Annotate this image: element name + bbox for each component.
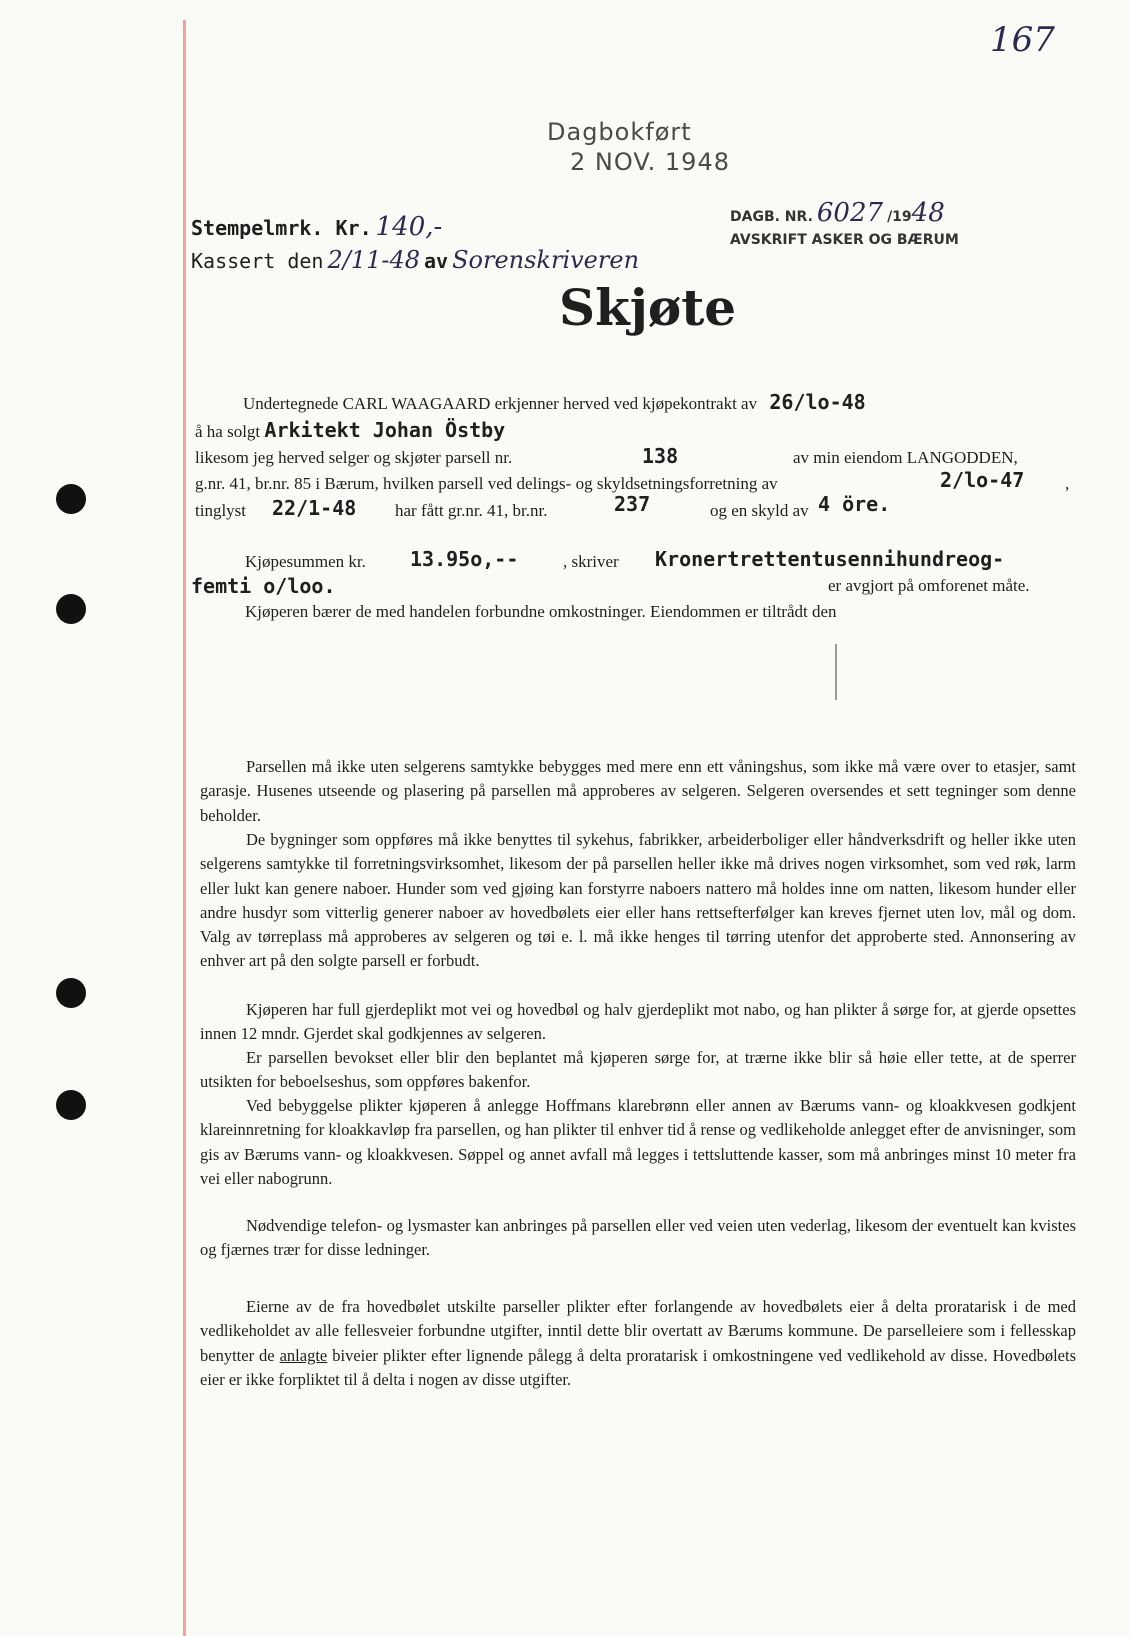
dagbokfort-stamp: Dagbokført	[547, 118, 692, 146]
price-line-1: Kjøpesummen kr.	[245, 552, 366, 571]
intro-line-3b: av min eiendom LANGODDEN,	[793, 448, 1018, 467]
intro-line-5c: og en skyld av	[710, 501, 809, 520]
dagb-nr-year: 48	[911, 198, 945, 228]
document-title: Skjøte	[559, 278, 737, 337]
margin-line	[183, 20, 186, 1636]
price-line-1b: , skriver	[563, 552, 619, 571]
intro-line-4b: ,	[1065, 474, 1070, 493]
avskrift-stamp: AVSKRIFT ASKER OG BÆRUM	[730, 232, 959, 248]
dagb-nr-line	[730, 198, 945, 228]
terms-paragraph-1: Parsellen må ikke uten selgerens samtykke bebygges med mere enn ett våningshus, som ikke må være over to etasjer, samt garasje. Husenes utseende og plasering på parsellen må approberes av selgeren. Selgeren oversendes et sett tegninger som denne beholder.	[200, 757, 1076, 825]
stempel-value: 140,-	[375, 212, 443, 242]
underlined-word: anlagte	[279, 1345, 328, 1365]
terms-paragraph-7: Eierne av de fra hovedbølet utskilte parseller plikter efter forlangende av hovedbølets eier å delta proratarisk i de med vedlikeholdet av alle fellesveier forbundne utgifter, inntil dette blir overtatt av Bærums kommune. De parselleiere som i fellesskap benytter de anlagte biveier plikter efter lignende pålegg å delta proratarisk i omkostningene ved vedlikehold av disse. Hovedbølets eier er ikke forpliktet til å delta i nogen av disse utgifter.	[200, 1297, 1076, 1389]
kassert-label: Kassert den	[191, 249, 324, 273]
intro-line-3: likesom jeg herved selger og skjøter parsell nr.	[195, 448, 513, 467]
br-nr: 237	[614, 492, 651, 516]
av-value: Sorenskriveren	[452, 246, 640, 274]
intro-line-2: å ha solgt Arkitekt Johan Östby	[195, 418, 506, 442]
delings-date: 2/lo-47	[940, 468, 1025, 492]
kassert-date: 2/11-48	[327, 246, 420, 274]
dagbokfort-date: 2 NOV. 1948	[570, 148, 730, 176]
terms-paragraph-3: Kjøperen har full gjerdeplikt mot vei og hovedbøl og halv gjerdeplikt mot nabo, og han plikter å sørge for, at gjerde opsettes innen 12 mndr. Gjerdet skal godkjennes av selgeren.	[200, 1000, 1076, 1044]
terms-paragraph-6: Nødvendige telefon- og lysmaster kan anbringes på parsellen eller ved veien uten vederlag, likesom der eventuelt kan kvistes og fjærnes trær for disse ledninger.	[200, 1216, 1076, 1260]
parsell-number: 138	[642, 444, 679, 468]
intro-line-4: g.nr. 41, br.nr. 85 i Bærum, hvilken parsell ved delings- og skyldsetningsforretning av	[195, 474, 778, 493]
terms-paragraph-5: Ved bebyggelse plikter kjøperen å anlegge Hoffmans klarebrønn eller annen av Bærums vann- og kloakkvesen godkjent klareinnretning for kloakkavløp fra parsellen, og han plikter til enhver tid å rense og vedlikeholde anlegget efter de anvisninger, som gis av Bærums vann- og kloakkvesen. Søppel og annet avfall må legges i tettsluttende kasser, som må anbringes minst 10 meter fra vei eller nabogrunn.	[200, 1096, 1076, 1188]
buyer-name: Arkitekt Johan Östby	[264, 418, 506, 442]
terms-paragraph-4: Er parsellen bevokset eller blir den beplantet må kjøperen sørge for, at trærne ikke blir så høie eller tette, at de sperrer utsikten for beboelseshus, som oppføres bakenfor.	[200, 1048, 1076, 1092]
terms-paragraph-2: De bygninger som oppføres må ikke benyttes til sykehus, fabrikker, arbeiderboliger eller håndverksdrift og heller ikke uten selgerens samtykke til forretningsvirksomhet, likesom der på parsellen heller ikke må drives nogen virksomhet, som ved røk, larm eller lukt kan genere naboer. Hunder som ved gjøing kan forstyrre naboers nattero må holdes inne om natten, likesom hunder eller andre husdyr som vitterlig generer naboer av hovedbølets eier eller hans rettsefterfølger kan kreves fjernet uten lov, mål og dom. Valg av tørreplass må approberes av selgeren og tøi e. l. må ikke henges til tørring utenfor det approberte sted. Annonsering av enhver art på den solgte parsell er forbudt.	[200, 830, 1076, 971]
intro-line-5: tinglyst	[195, 501, 247, 520]
pencil-mark	[835, 644, 837, 700]
dagb-nr-label: DAGB. NR.	[730, 209, 813, 225]
skyld-value: 4 öre.	[818, 492, 891, 516]
av-label: av	[424, 249, 449, 273]
stempel-label: Stempelmrk. Kr.	[191, 216, 372, 240]
contract-date: 26/lo-48	[769, 390, 866, 414]
price-words-1: Kronertrettentusennihundreog-	[655, 547, 1005, 571]
kassert-line	[191, 246, 639, 274]
stempel-line	[191, 212, 442, 242]
price-line-3: Kjøperen bærer de med handelen forbundne omkostninger. Eiendommen er tiltrådt den	[245, 602, 837, 621]
tinglyst-date: 22/1-48	[272, 496, 357, 520]
dagb-nr-value: 6027	[816, 198, 884, 228]
punch-hole	[56, 1090, 86, 1120]
page-number: 167	[990, 20, 1055, 60]
punch-hole	[56, 484, 86, 514]
intro-line-5b: har fått gr.nr. 41, br.nr.	[395, 501, 548, 520]
price-amount: 13.95o,--	[410, 547, 519, 571]
punch-hole	[56, 978, 86, 1008]
intro-line-1: Undertegnede CARL WAAGAARD erkjenner herved ved kjøpekontrakt av 26/lo-48	[243, 390, 866, 414]
punch-hole	[56, 594, 86, 624]
price-words-2: femti o/loo.	[191, 574, 336, 598]
price-line-2b: er avgjort på omforenet måte.	[828, 576, 1030, 595]
dagb-nr-sep: /19	[887, 209, 912, 225]
